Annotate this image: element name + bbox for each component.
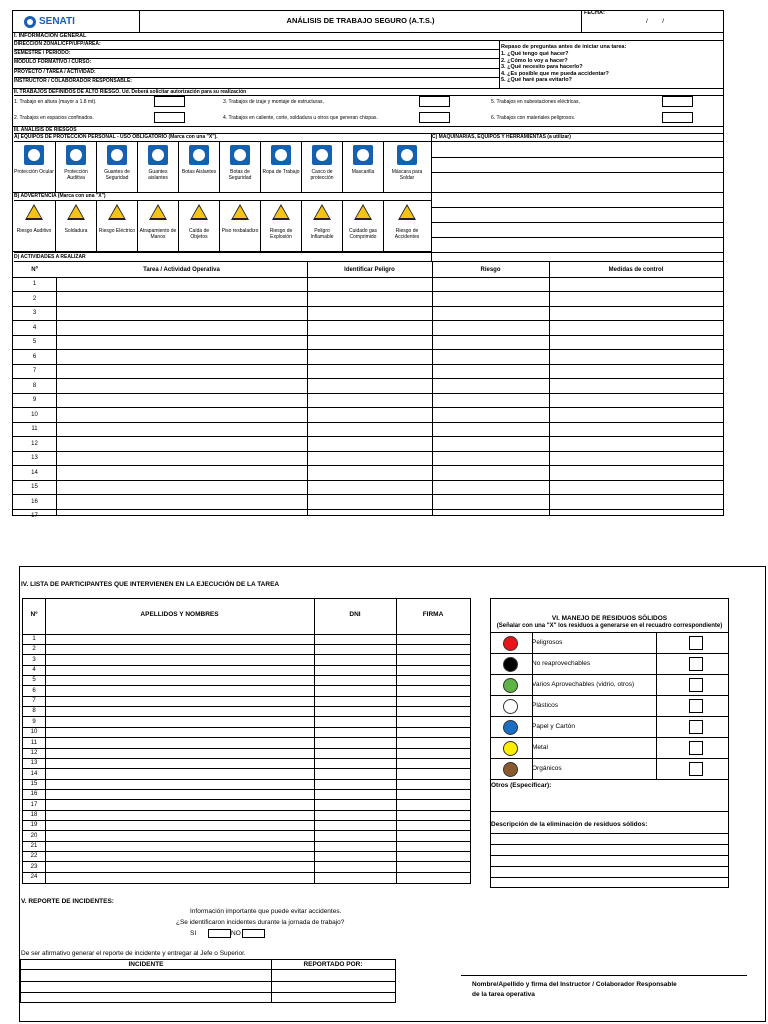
epp-item[interactable]: [384, 142, 430, 192]
row-number: 7: [32, 368, 37, 374]
earmuffs-icon: [66, 145, 86, 165]
residuo-row: [491, 696, 728, 717]
row-number: 21: [30, 843, 38, 849]
ats-form-page-1: [12, 10, 724, 519]
alto-riesgo-checkbox-6[interactable]: [662, 112, 693, 123]
repaso-title: Repaso de preguntas antes de iniciar una tarea:: [501, 44, 627, 50]
actividades-table-row[interactable]: [13, 481, 724, 495]
participantes-table-row[interactable]: [23, 718, 471, 728]
participantes-table-row[interactable]: [23, 821, 471, 831]
firma-label-2: de la tarea operativa: [472, 991, 535, 998]
epp-item[interactable]: [343, 142, 384, 192]
epp-item[interactable]: [220, 142, 261, 192]
actividades-table-row[interactable]: [13, 496, 724, 510]
row-number: 23: [30, 863, 38, 870]
incidentes-header-row: [21, 960, 395, 970]
goggles-icon: [24, 145, 44, 165]
advertencia-item-label: Cuidado gas Comprimido: [348, 228, 378, 240]
participantes-table-row[interactable]: [23, 697, 471, 707]
residuo-checkbox[interactable]: [689, 657, 703, 671]
row-number: 4: [32, 324, 37, 331]
alto-riesgo-item-3: 3. Trabajos de izaje y montaje de estructuras.: [223, 99, 324, 105]
residuo-label: Papel y Cartón: [532, 723, 575, 730]
incidentes-table: [20, 959, 396, 1003]
epp-item-label: Botas de Seguridad: [228, 169, 252, 181]
row-number: 3: [32, 656, 36, 663]
participantes-table-row[interactable]: [23, 687, 471, 697]
otros-label[interactable]: Otros (Especificar):: [491, 780, 728, 812]
residuo-label: Varios Aprovechables (vidrio, otros): [532, 681, 635, 688]
residuo-row: [491, 759, 728, 780]
alto-riesgo-checkbox-2[interactable]: [154, 112, 185, 123]
residuo-label: Plásticos: [532, 702, 559, 709]
row-number: 15: [30, 780, 38, 787]
incidentes-header-incidente: INCIDENTE: [128, 961, 164, 968]
color-dot-icon: [503, 657, 518, 672]
row-number: 12: [30, 749, 38, 756]
residuo-row: [491, 738, 728, 759]
row-number: 1: [32, 636, 36, 642]
incidentes-info-1: Información importante que puede evitar accidentes.: [190, 908, 342, 915]
compressed-gas-warning-icon: [354, 204, 372, 220]
alto-riesgo-checkbox-4[interactable]: [419, 112, 450, 123]
repaso-item: 2. ¿Cómo lo voy a hacer?: [501, 57, 568, 64]
row-number: 4: [32, 667, 36, 674]
actividades-table-row[interactable]: [13, 380, 724, 394]
participantes-table-row[interactable]: [23, 728, 471, 738]
color-dot-icon: [503, 678, 518, 693]
advertencia-item[interactable]: [384, 201, 430, 251]
residuos-subtitle: (Señalar con una "X" los residuos a generarse en el recuadro correspondiente): [496, 623, 723, 629]
info-field-direccion[interactable]: DIRECCIÓN ZONAL/CFP/UFP/ÁREA:: [14, 41, 499, 50]
residuo-checkbox[interactable]: [689, 699, 703, 713]
actividades-table: [13, 262, 724, 519]
participantes-table-row[interactable]: [23, 780, 471, 790]
residuo-checkbox[interactable]: [689, 741, 703, 755]
participantes-table-row[interactable]: [23, 656, 471, 666]
residuo-row: [491, 675, 728, 696]
senati-logo-icon: [24, 16, 36, 28]
insulated-boots-icon: [189, 145, 209, 165]
alto-riesgo-item-6: 6. Trabajos con materiales peligrosos.: [491, 115, 576, 121]
advertencia-item[interactable]: [261, 201, 302, 251]
actividades-table-row[interactable]: [13, 452, 724, 466]
row-number: 7: [32, 698, 36, 705]
participantes-table-row[interactable]: [23, 676, 471, 686]
participantes-table-row[interactable]: [23, 635, 471, 645]
residuo-checkbox[interactable]: [689, 720, 703, 734]
advertencia-item-label: Riesgo Auditivo: [16, 228, 52, 234]
epp-item-label: Máscara para Soldar: [391, 169, 423, 181]
residuo-row: [491, 633, 728, 654]
no-label: NO: [231, 930, 241, 937]
participantes-table-row[interactable]: [23, 842, 471, 852]
repaso-box: [499, 41, 723, 88]
row-number: 6: [32, 353, 37, 360]
epp-item-label: Protección Auditiva: [64, 169, 88, 181]
no-checkbox[interactable]: [242, 929, 265, 938]
slippery-floor-warning-icon: [231, 204, 249, 220]
accident-warning-icon: [398, 204, 416, 220]
advertencia-item-label: Riesgo de Explosión: [269, 228, 293, 240]
participantes-header-row: [23, 599, 470, 635]
firma-line[interactable]: [461, 975, 747, 976]
epp-item-label: Ropa de Trabajo: [262, 169, 300, 175]
info-general-fields: [13, 41, 499, 88]
info-field-modulo[interactable]: MÓDULO FORMATIVO / CURSO:: [14, 59, 499, 69]
header-row: [13, 11, 723, 33]
actividades-table-row[interactable]: [13, 365, 724, 379]
actividades-header-peligro: Identificar Peligro: [344, 267, 395, 273]
info-field-proyecto[interactable]: PROYECTO / TAREA / ACTIVIDAD:: [14, 69, 499, 78]
row-number: 1: [32, 281, 37, 287]
residuo-label: Peligrosos: [532, 639, 563, 646]
row-number: 8: [32, 708, 36, 715]
epp-item-label: Protección Ocular: [14, 169, 54, 175]
advertencia-item[interactable]: [97, 201, 138, 251]
epp-item-label: Botas Aislantes: [181, 169, 217, 175]
advertencia-row: [13, 201, 431, 252]
actividades-table-row[interactable]: [13, 322, 724, 336]
actividades-header-tarea: Tarea / Actividad Operativa: [143, 267, 220, 273]
actividades-table-row[interactable]: [13, 409, 724, 423]
actividades-table-row[interactable]: [13, 336, 724, 350]
row-number: 13: [31, 455, 38, 461]
incidentes-header-reportado: REPORTADO POR:: [303, 961, 363, 968]
maquinarias-area[interactable]: [431, 142, 723, 262]
alto-riesgo-item-1: 1. Trabajo en altura (mayor a 1.8 mt).: [14, 99, 97, 105]
epp-item[interactable]: [261, 142, 302, 192]
logo-cell: [13, 11, 140, 32]
row-number: 11: [30, 739, 38, 746]
repaso-item: 3. ¿Qué necesito para hacerlo?: [501, 64, 583, 70]
residuo-checkbox[interactable]: [689, 678, 703, 692]
row-number: 19: [30, 822, 38, 829]
participantes-header-dni: DNI: [349, 611, 361, 618]
alto-riesgo-item-2: 2. Trabajos en espacios confinados.: [14, 115, 94, 121]
gloves-icon: [107, 145, 127, 165]
fecha-value: / /: [646, 18, 665, 25]
analisis-title: III. ANÁLISIS DE RIESGOS: [14, 127, 723, 134]
si-checkbox[interactable]: [208, 929, 231, 938]
participantes-title: IV. LISTA DE PARTICIPANTES QUE INTERVIENEN EN LA EJECUCIÓN DE LA TAREA: [21, 581, 280, 588]
alto-riesgo-checkbox-1[interactable]: [154, 96, 185, 107]
flammable-warning-icon: [313, 204, 331, 220]
insulated-gloves-icon: [148, 145, 168, 165]
advertencia-item[interactable]: [343, 201, 384, 251]
advertencia-item[interactable]: [56, 201, 97, 251]
row-number: 20: [30, 832, 38, 839]
ats-form-page-2: [19, 566, 766, 1022]
participantes-table-row[interactable]: [23, 739, 471, 749]
alto-riesgo-title: II. TRABAJOS DEFINIDOS DE ALTO RIESGO. Ud. Deberá solicitar autorización para su realización: [14, 89, 723, 96]
alto-riesgo-item-5: 5. Trabajos en subestaciones eléctricas.: [491, 99, 580, 105]
incidentes-info-2: ¿Se identificaron incidentes durante la jornada de trabajo?: [176, 919, 345, 926]
row-number: 16: [31, 498, 38, 505]
epp-item-label: Casco de protección: [310, 169, 334, 181]
actividades-header-medidas: Medidas de control: [608, 267, 664, 273]
color-dot-icon: [503, 741, 518, 756]
actividades-header-row: [13, 262, 723, 278]
hand-crush-warning-icon: [149, 204, 167, 220]
row-number: 2: [32, 646, 36, 653]
actividades-table-row[interactable]: [13, 351, 724, 365]
residuo-checkbox[interactable]: [689, 636, 703, 650]
participantes-table-row[interactable]: [23, 790, 471, 800]
welding-warning-icon: [67, 204, 85, 220]
maquinarias-title: C) MAQUINARIAS, EQUIPOS Y HERRAMIENTAS (a utilizar): [431, 134, 723, 142]
participantes-table-row[interactable]: [23, 863, 471, 873]
row-number: 5: [32, 677, 36, 684]
row-number: 14: [30, 770, 38, 777]
row-number: 3: [32, 310, 37, 316]
row-number: 15: [31, 484, 38, 490]
actividades-header-riesgo: Riesgo: [480, 267, 501, 273]
row-number: 2: [32, 295, 37, 302]
alto-riesgo-item-4: 4. Trabajos en caliente, corte, soldadura u otros que generan chispas.: [223, 115, 378, 121]
epp-item-label: Guantes aislantes: [148, 169, 168, 181]
row-number: 11: [31, 426, 38, 432]
repaso-item: 4. ¿Es posible que me pueda accidentar?: [501, 70, 609, 77]
row-number: 6: [32, 687, 36, 694]
color-dot-icon: [503, 720, 518, 735]
advertencia-title: B) ADVERTENCIA (Marca con una "X"): [14, 193, 431, 201]
page-title: ANÁLISIS DE TRABAJO SEGURO (A.T.S.): [286, 16, 435, 25]
repaso-item: 1. ¿Qué tengo qué hacer?: [501, 51, 569, 57]
epp-title: A) EQUIPOS DE PROTECCIÓN PERSONAL - USO OBLIGATORIO (Marca con una "X").: [14, 134, 431, 142]
residuos-header: [491, 599, 728, 633]
epp-item[interactable]: [302, 142, 343, 192]
advertencia-item[interactable]: [179, 201, 220, 251]
advertencia-item-label: Piso resbaladizo: [221, 228, 259, 234]
participantes-header-nombres: APELLIDOS Y NOMBRES: [140, 611, 219, 618]
row-number: 16: [30, 791, 38, 798]
advertencia-item-label: Atrapamiento de Manos: [139, 228, 177, 240]
actividades-table-row[interactable]: [13, 510, 724, 524]
row-number: 8: [32, 382, 37, 389]
advertencia-item[interactable]: [302, 201, 343, 251]
advertencia-item[interactable]: [138, 201, 179, 251]
actividades-table-row[interactable]: [13, 467, 724, 481]
info-field-instructor[interactable]: INSTRUCTOR / COLABORADOR RESPONSABLE:: [14, 78, 132, 84]
fecha-cell[interactable]: [581, 11, 723, 32]
info-field-semestre[interactable]: SEMESTRE / PERIODO:: [14, 50, 499, 59]
logo-text: SENATI: [39, 16, 75, 27]
alto-riesgo-checkbox-3[interactable]: [419, 96, 450, 107]
work-clothes-icon: [271, 145, 291, 165]
row-number: 14: [31, 469, 38, 476]
epp-item[interactable]: [56, 142, 97, 192]
residuo-label: No reaprovechables: [532, 660, 591, 667]
row-number: 17: [30, 801, 38, 808]
color-dot-icon: [503, 636, 518, 651]
color-dot-icon: [503, 762, 518, 777]
advertencia-item-label: Soldadura: [64, 228, 88, 234]
participantes-table-row[interactable]: [23, 707, 471, 717]
epp-item-label: Guantes de Seguridad: [104, 169, 130, 181]
residuo-label: Orgánicos: [532, 765, 562, 772]
participantes-header-num: Nº: [30, 611, 38, 618]
residuo-checkbox[interactable]: [689, 762, 703, 776]
participantes-table-row[interactable]: [23, 801, 471, 811]
row-number: 12: [31, 440, 38, 447]
advertencia-item-label: Caída de Objetos: [188, 228, 210, 240]
residuo-row: [491, 654, 728, 675]
row-number: 10: [30, 729, 38, 736]
electric-warning-icon: [108, 204, 126, 220]
row-number: 5: [32, 339, 37, 345]
participantes-table-row[interactable]: [23, 811, 471, 821]
actividades-table-row[interactable]: [13, 423, 724, 437]
advertencia-item-label: Peligro Inflamable: [310, 228, 334, 240]
advertencia-item-label: Riesgo Eléctrico: [98, 228, 136, 234]
residuos-title: VI. MANEJO DE RESIDUOS SÓLIDOS: [551, 615, 668, 622]
epp-item[interactable]: [138, 142, 179, 192]
row-number: 17: [31, 513, 38, 519]
row-number: 9: [32, 397, 37, 403]
participantes-table-row[interactable]: [23, 852, 471, 862]
participantes-table-row[interactable]: [23, 645, 471, 655]
mask-icon: [353, 145, 373, 165]
epp-item[interactable]: [179, 142, 220, 192]
residuo-label: Metal: [532, 744, 548, 751]
falling-objects-warning-icon: [190, 204, 208, 220]
descripcion-label: Descripción de la eliminación de residuos sólidos:: [491, 821, 648, 828]
advertencia-item[interactable]: [13, 201, 56, 251]
participantes-table-row[interactable]: [23, 873, 471, 883]
participantes-table-row[interactable]: [23, 770, 471, 780]
residuos-box: [490, 598, 729, 888]
advertencia-item-label: Riesgo de Accidentes: [394, 228, 420, 240]
row-number: 18: [30, 811, 38, 818]
epp-row: [13, 142, 431, 193]
alto-riesgo-grid: [13, 96, 723, 127]
participantes-table-row[interactable]: [23, 832, 471, 842]
residuo-row: [491, 717, 728, 738]
epp-item[interactable]: [97, 142, 138, 192]
actividades-header-num: Nº: [31, 267, 38, 273]
afirmativo-text: De ser afirmativo generar el reporte de incidente y entregar al Jefe o Superior.: [21, 950, 246, 957]
actividades-table-row[interactable]: [13, 293, 724, 307]
row-number: 22: [30, 853, 38, 860]
alto-riesgo-checkbox-5[interactable]: [662, 96, 693, 107]
advertencia-item[interactable]: [220, 201, 261, 251]
fecha-label: FECHA:: [584, 10, 605, 16]
participantes-header-firma: FIRMA: [422, 611, 444, 618]
actividades-table-row[interactable]: [13, 307, 724, 321]
participantes-table: [22, 598, 471, 884]
descripcion-lines[interactable]: [491, 833, 728, 887]
helmet-icon: [312, 145, 332, 165]
participantes-table-row[interactable]: [23, 666, 471, 676]
actividades-table-row[interactable]: [13, 438, 724, 452]
actividades-table-row[interactable]: [13, 394, 724, 408]
participantes-table-row[interactable]: [23, 759, 471, 769]
epp-item[interactable]: [13, 142, 56, 192]
row-number: 10: [31, 411, 38, 418]
row-number: 24: [30, 874, 38, 881]
incidentes-title: V. REPORTE DE INCIDENTES:: [21, 898, 114, 905]
welding-mask-icon: [397, 145, 417, 165]
epp-item-label: Mascarilla: [351, 169, 375, 175]
info-general-title: I. INFORMACIÓN GENERAL: [14, 33, 723, 41]
row-number: 9: [32, 718, 36, 725]
actividades-title: D) ACTIVIDADES A REALIZAR: [14, 252, 723, 262]
actividades-table-row[interactable]: [13, 278, 724, 292]
noise-warning-icon: [25, 204, 43, 220]
safety-boots-icon: [230, 145, 250, 165]
firma-label-1: Nombre/Apellido y firma del Instructor / Colaborador Responsable: [472, 981, 677, 988]
si-label: SI: [190, 930, 197, 937]
row-number: 13: [30, 760, 38, 767]
color-dot-icon: [503, 699, 518, 714]
repaso-item: 5. ¿Qué haré para evitarlo?: [501, 77, 572, 83]
explosion-warning-icon: [272, 204, 290, 220]
participantes-table-row[interactable]: [23, 749, 471, 759]
